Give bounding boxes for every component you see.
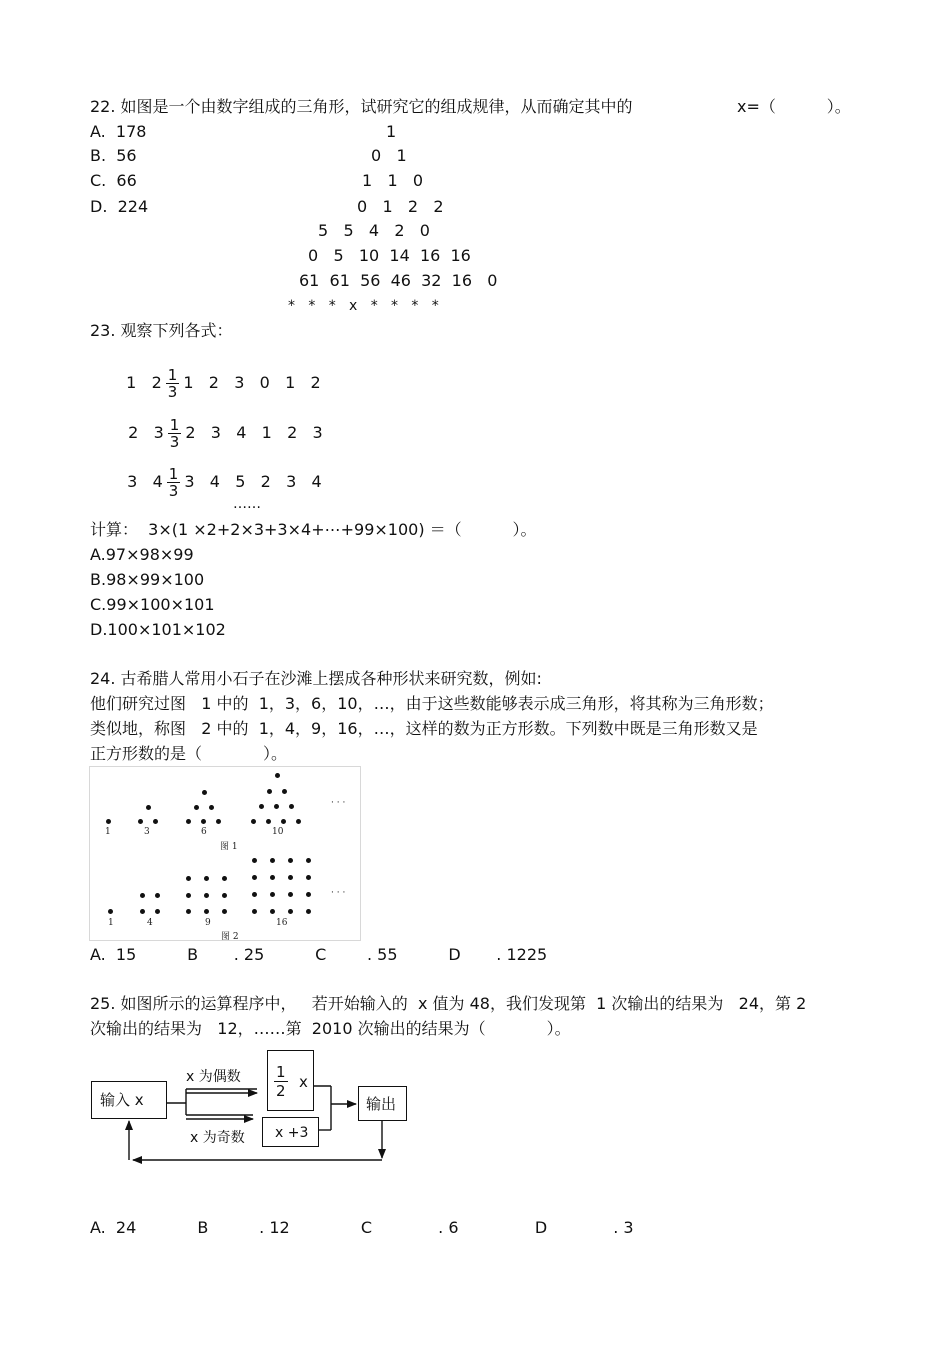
q23-line-3-pre: 3 4 — [127, 472, 163, 491]
half-x-box: $\frac{1}{2}$ x — [267, 1050, 314, 1111]
q23-line-3-post: 3 4 5 2 3 4 — [184, 472, 322, 491]
fig2-caption: 图 2 — [221, 932, 239, 942]
q24-line-2: 他们研究过图 1 中的 1，3，6，10，…，由于这些数能够表示成三角形，将其称为三角形数； — [90, 694, 774, 713]
fig1-label: 1 — [105, 827, 111, 837]
odd-label: x 为奇数 — [190, 1130, 245, 1146]
fig2-label: 4 — [147, 918, 153, 928]
fig1-label: 10 — [272, 827, 284, 837]
even-label: x 为偶数 — [186, 1069, 241, 1085]
q23-line-2-pre: 2 3 — [128, 423, 164, 442]
fraction-one-half: $\frac{1}{2}$ — [276, 1063, 286, 1100]
q22-answer-blank: x=（ ）。 — [737, 97, 851, 116]
q25-line-2: 次输出的结果为 12，……第 2010 次输出的结果为（ ）。 — [90, 1019, 571, 1038]
q23-option-d: D.100×101×102 — [90, 620, 226, 639]
fig1-more: · · · — [331, 798, 346, 808]
q22-option-d: D. 224 — [90, 197, 149, 216]
triangle-row: 0 1 2 2 — [357, 197, 444, 216]
fig2-more: · · · — [331, 888, 346, 898]
output-box: 输出 — [358, 1086, 407, 1121]
triangle-row: 1 — [386, 122, 397, 141]
fraction-one-third: $\frac{1}{3}$ — [167, 366, 178, 401]
q25-line-1: 25. 如图所示的运算程序中， 若开始输入的 x 值为 48，我们发现第 1 次输出的结果为 24，第 2 — [90, 994, 807, 1013]
q22-option-c: C. 66 — [90, 171, 137, 190]
q24-line-4: 正方形数的是（ ）。 — [90, 744, 288, 763]
input-box: 输入 x — [91, 1081, 167, 1119]
q23-compute: 计算： 3×(1 ×2+2×3+3×4+⋯+99×100) ＝（ ）。 — [90, 520, 537, 539]
plus-three-box: x +3 — [262, 1117, 319, 1147]
triangle-row: 0 5 10 14 16 16 — [308, 246, 471, 265]
triangle-row: 0 1 — [371, 146, 407, 165]
q23-line-2-post: 2 3 4 1 2 3 — [185, 423, 323, 442]
q24-line-1: 24. 古希腊人常用小石子在沙滩上摆成各种形状来研究数，例如: — [90, 669, 542, 688]
fraction-one-third: $\frac{1}{3}$ — [169, 416, 180, 451]
q25-options: A. 24 B . 12 C . 6 D . 3 — [90, 1218, 634, 1237]
q22-stem: 22. 如图是一个由数字组成的三角形，试研究它的组成规律，从而确定其中的 — [90, 97, 633, 116]
q24-options: A. 15 B . 25 C . 55 D . 1225 — [90, 945, 548, 964]
fig2-label: 9 — [205, 918, 211, 928]
q24-line-3: 类似地，称图 2 中的 1，4，9，16，…，这样的数为正方形数。下列数中既是三角形数又是 — [90, 719, 758, 738]
q23-option-c: C.99×100×101 — [90, 595, 215, 614]
triangle-row: * * * x * * * * — [288, 298, 439, 314]
fig1-caption: 图 1 — [220, 842, 238, 852]
q22-option-a: A. 178 — [90, 122, 147, 141]
q23-line-1-pre: 1 2 — [126, 373, 162, 392]
q23-stem: 23. 观察下列各式： — [90, 321, 233, 340]
fig1-label: 6 — [201, 827, 207, 837]
triangle-row: 1 1 0 — [362, 171, 424, 190]
fig2-label: 16 — [276, 918, 288, 928]
q23-option-a: A.97×98×99 — [90, 545, 194, 564]
triangle-row: 5 5 4 2 0 — [318, 221, 430, 240]
q23-ellipsis: …… — [233, 496, 261, 512]
q23-option-b: B.98×99×100 — [90, 570, 205, 589]
fig1-label: 3 — [144, 827, 150, 837]
fig2-label: 1 — [108, 918, 114, 928]
q23-line-1-post: 1 2 3 0 1 2 — [183, 373, 321, 392]
q22-option-b: B. 56 — [90, 146, 137, 165]
triangle-row: 61 61 56 46 32 16 0 — [299, 271, 498, 290]
fraction-one-third: $\frac{1}{3}$ — [168, 465, 179, 500]
